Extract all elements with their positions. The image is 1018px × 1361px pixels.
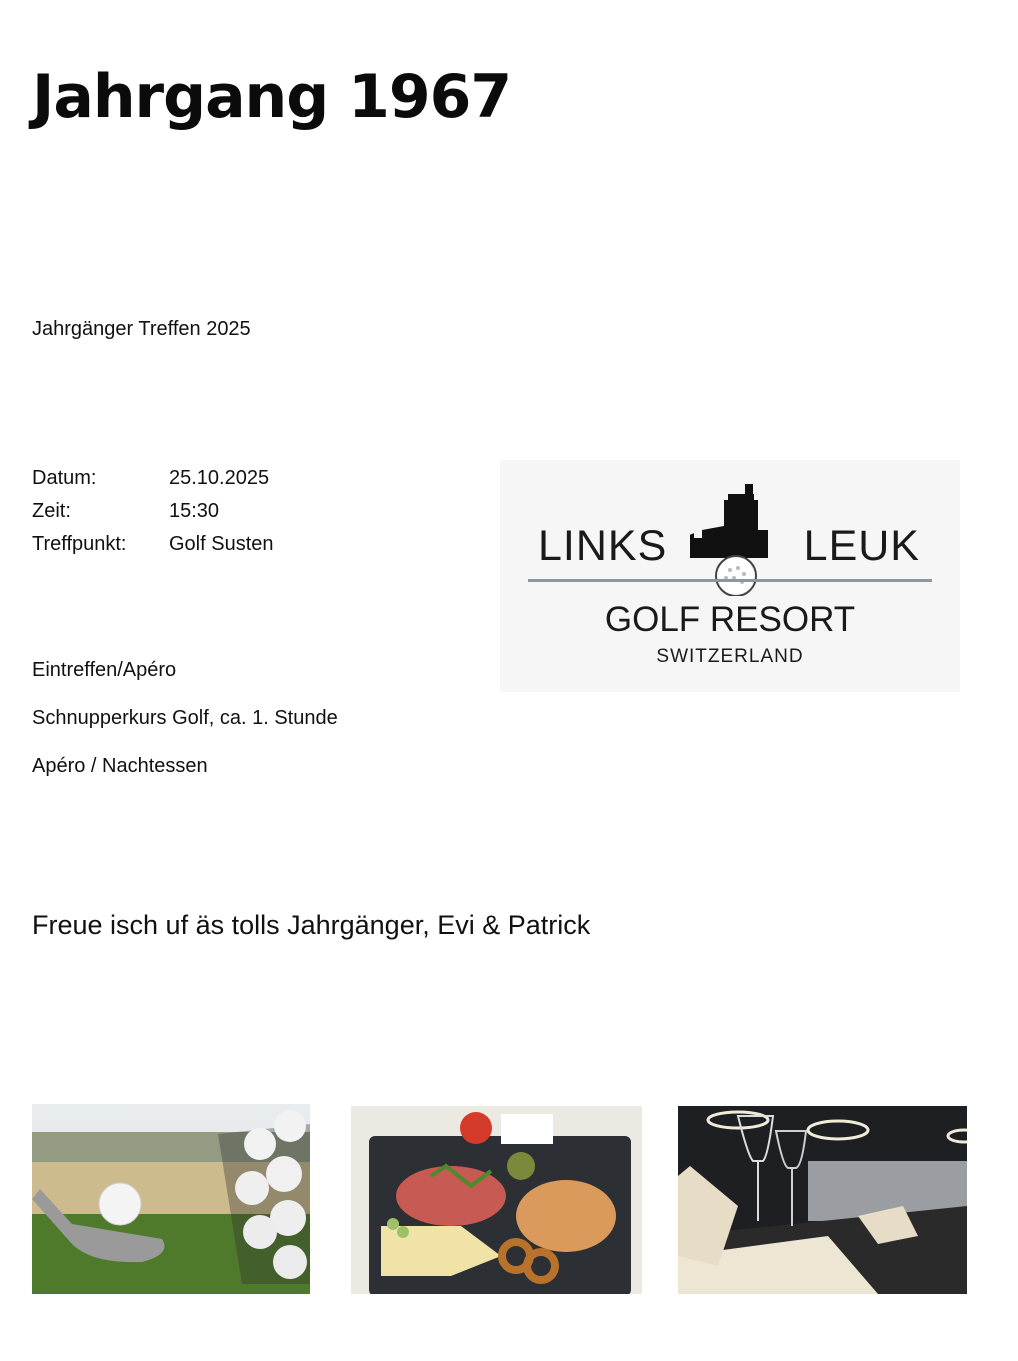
detail-value: 25.10.2025 bbox=[169, 467, 270, 489]
greeting-text: Freue isch uf äs tolls Jahrgänger, Evi & Patrick bbox=[32, 910, 591, 940]
program-item: Eintreffen/Apéro bbox=[32, 659, 177, 681]
event-subtitle: Jahrgänger Treffen 2025 bbox=[32, 318, 251, 340]
logo-divider bbox=[528, 579, 932, 582]
photo-restaurant-table bbox=[678, 1106, 967, 1294]
detail-value: 15:30 bbox=[169, 500, 220, 522]
photo-golf-ball bbox=[32, 1104, 310, 1294]
detail-row-time bbox=[32, 495, 274, 528]
program-item: Schnupperkurs Golf, ca. 1. Stunde bbox=[32, 707, 338, 729]
logo-golf-resort: GOLF RESORT bbox=[604, 600, 856, 639]
detail-row-meeting-point bbox=[32, 528, 274, 561]
page-title: Jahrgang 1967 bbox=[32, 62, 512, 132]
detail-label: Datum: bbox=[32, 467, 97, 489]
logo-country: SWITZERLAND bbox=[656, 646, 804, 667]
program-item: Apéro / Nachtessen bbox=[32, 755, 208, 777]
detail-label: Treffpunkt: bbox=[32, 533, 127, 555]
event-details bbox=[32, 462, 274, 561]
detail-value: Golf Susten bbox=[169, 533, 274, 555]
photo-apero-platter bbox=[351, 1106, 642, 1294]
links-leuk-logo bbox=[500, 460, 960, 692]
detail-row-date bbox=[32, 462, 274, 495]
logo-word-right: LEUK bbox=[803, 522, 920, 570]
program-list bbox=[32, 657, 338, 801]
logo-word-left: LINKS bbox=[538, 522, 668, 570]
detail-label: Zeit: bbox=[32, 500, 71, 522]
